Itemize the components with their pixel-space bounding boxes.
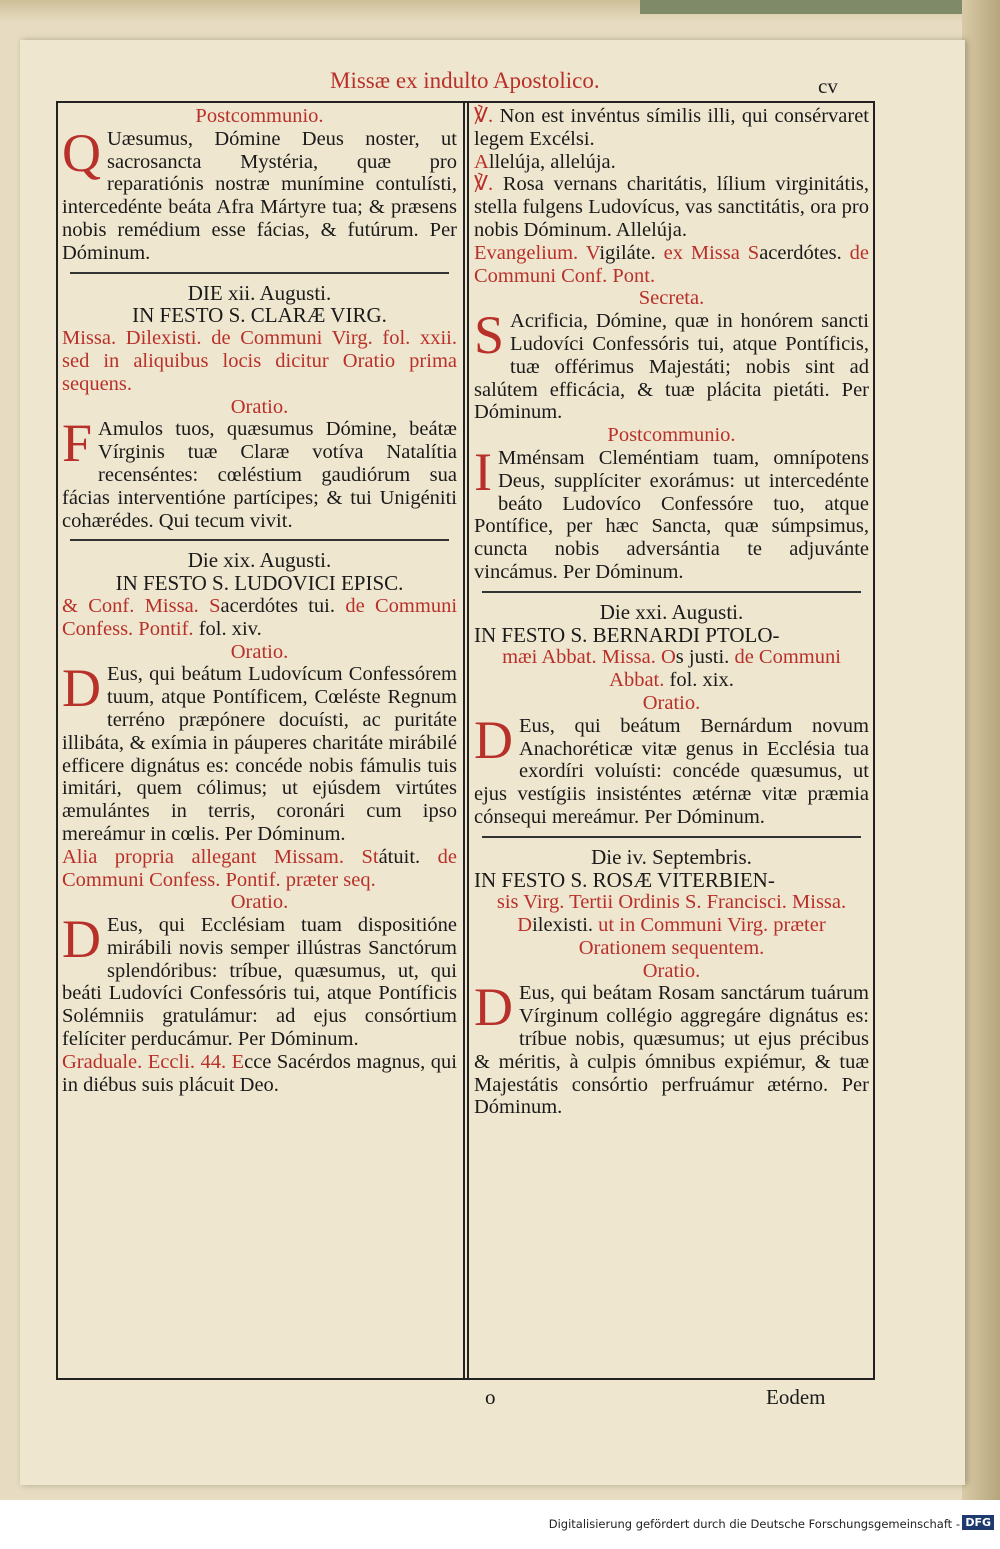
rubric-red: sis Virg. Tertii Ordinis S. Francisci. Missa. D [496,891,847,937]
rubric-red: de Communi Abbat. [609,646,841,692]
drop-initial: D [62,658,101,719]
running-title: Missæ ex indulto Apostolico. [330,68,600,93]
versicle-mark: ℣. [474,173,494,196]
rubric-red: St [361,845,379,868]
prayer-body: Eus, qui beátam Rosam sanctárum tuárum Vírginum collégio aggregáre dignátus es: tríbue nobis, quæsumus; ut ejus précibus & méritis, à culpis ómnibus expiémur, & tuæ Majestátis consórtio perfruámur ætérno. Per Dóminum. [474,982,869,1119]
binding-strip [640,0,980,14]
drop-initial: I [474,441,492,502]
graduale-text: cce Sacérdos magnus, qui in diébus suis plácuit Deo. [62,1050,457,1096]
column-divider-right [467,101,469,1380]
mass-rubric: Missa. Dilexisti. de Communi Virg. fol. xxii. sed in aliquibus locis dicitur Oratio prima sequens. [62,327,457,395]
prayer-body: Acrificia, Dómine, quæ in honórem sancti Ludovíci Confessóris tui, atque Pontíficis, tuæ offérimus Majestáti; nobis sint ad salútem efficácia, & tuæ plácita pietáti. Per Dóminum. [474,310,869,424]
rubric-black: ilexisti. [532,914,594,937]
rubric-black: igiláte. [599,241,656,264]
graduale [62,1051,457,1097]
digitization-footer [0,1500,1000,1549]
feast-title: IN FESTO S. BERNARDI PTOLO- [474,622,780,647]
section-separator [482,836,861,838]
rubric-red: de Communi Confess. Pontif. [62,594,458,640]
mass-rubric [474,646,869,692]
right-column [474,105,869,1119]
postcommunio-text [62,122,457,265]
rubric-red: de Communi Confess. Pontif. præter seq. [62,845,458,891]
page-fore-edge [962,0,1000,1500]
frame-rule-top [58,101,874,103]
rubric-red: Alia propria allegant Missam. [62,845,344,868]
rubric-red: mæi Abbat. Missa. O [502,646,676,669]
alleluia [474,151,869,174]
left-column [62,105,457,1096]
drop-initial: D [474,977,513,1038]
feast-date: Die xix. Augusti. [187,548,332,573]
prayer-body: Eus, qui beátum Bernárdum novum Anachoréticæ vitæ genus in Ecclésia tua exordíri voluísti: concéde quæsumus, ut ejus vestígiis insisténtes ætérnæ vitæ præmia cónsequi mereámur. Per Dóminum. [474,714,869,828]
oratio-heading: Oratio. [642,959,701,982]
prayer-body: Uæsumus, Dómine Deus noster, ut sacrosancta Mystéria, quæ pro reparatiónis nostræ munímine contulísti, intercedénte beáta Afra Mártyre tua; & præsens nobis remédium esse fácias, & futúrum. Per Dóminum. [62,127,457,264]
rubric-black: fol. xiv. [198,617,262,640]
oratio-text [474,977,869,1119]
feast-title: IN FESTO S. ROSÆ VITERBIEN- [474,867,775,892]
mass-rubric [474,891,869,959]
rubric-black: átuit. [378,845,421,868]
section-separator [70,539,449,541]
red-initial: A [474,150,489,173]
oratio-text [62,909,457,1051]
drop-initial: S [474,305,505,366]
postcommunio-text [474,441,869,584]
feast-title: IN FESTO S. CLARÆ VIRG. [132,303,387,328]
prayer-body: Mménsam Cleméntiam tuam, omnípotens Deus, supplíciter exorámus: ut intercedénte beáto Ludovíco Confessóre tuo, atque Pontífice, per hæc Sancta, quæ súmpsimus, cuncta nobis adversántia te adjuvánte vincámus. Per Dóminum. [474,446,869,583]
versicle-text: Non est invéntus símilis illi, qui consérvaret legem Excélsi. [474,105,869,150]
column-divider-left [463,101,465,1380]
feast-date: Die xxi. Augusti. [599,599,744,624]
feast-date: DIE xii. Augusti. [187,280,332,305]
frame-rule-bottom [58,1378,874,1380]
alia-rubric [62,846,457,892]
rubric-red: Evangelium. [474,241,579,264]
postcommunio-heading: Postcommunio. [607,424,736,447]
feast-title: IN FESTO S. LUDOVICI EPISC. [115,571,404,596]
rubric-red: V [585,241,600,264]
rubric-red: de Communi Conf. Pont. [474,241,869,287]
frame-rule-right [873,101,875,1380]
secreta-text [474,305,869,424]
oratio-heading: Oratio. [230,891,289,914]
mass-rubric [62,595,457,641]
dfg-logo: DFG [962,1515,994,1530]
versicle-text: Rosa vernans charitátis, lílium virginitátis, stella fulgens Ludovícus, vas sanctitátis, ora pro nobis Dóminum. Allelúja. [474,173,869,241]
rubric-black: fol. xix. [669,669,734,692]
rubric-red: ex Missa [663,241,740,264]
drop-initial: D [474,709,513,770]
drop-initial: F [62,413,93,474]
frame-rule-left [56,101,58,1380]
prayer-body: Eus, qui Ecclésiam tuam dispositióne mirábili novis semper illústras Sanctórum splendóribus: tríbue, quæsumus, ut, qui beáti Ludovíci Confessóris tui, atque Pontíficis Solémniis gratulámur: ad ejus consórtium felíciter perducámur. Per Dóminum. [62,914,457,1051]
oratio-heading: Oratio. [230,640,289,663]
running-header [0,68,1000,102]
signature-mark: o [485,1385,496,1409]
drop-initial: D [62,909,101,970]
rubric-red: ut in Communi Virg. præter Orationem sequentem. [578,914,826,959]
rubric-red: & Conf. Missa. S [62,594,221,617]
oratio-text [474,709,869,829]
feast-date: Die iv. Septembris. [591,844,752,869]
alleluia-text: llelúja, allelúja. [488,150,616,173]
versicle [474,105,869,151]
evangelium-rubric [474,242,869,288]
oratio-text [62,413,457,532]
drop-initial: Q [62,122,101,183]
oratio-heading: Oratio. [230,395,289,418]
rubric-black: acerdótes. [759,241,842,264]
versicle [474,173,869,241]
section-separator [482,591,861,593]
versicle-mark: ℣. [474,105,494,127]
rubric-red: Graduale. Eccli. 44. E [62,1050,245,1073]
rubric-black: acerdótes tui. [220,594,336,617]
prayer-body: Amulos tuos, quæsumus Dómine, beátæ Vírginis tuæ Claræ votíva Natalítia recenséntes: cœléstium gaudiórum sua fácias interventióne partícipes; & tui Unigéniti cohærédes. Qui tecum vivit. [62,418,457,532]
rubric-black: s justi. [675,646,730,669]
oratio-text [62,658,457,845]
secreta-heading: Secreta. [638,287,705,310]
folio-number: cv [818,74,838,98]
rubric-red: S [747,241,760,264]
prayer-body: Eus, qui beátum Ludovícum Confessórem tuum, atque Pontíficem, Cœléste Regnum terréno præpónere docuísti, ac puritáte illibáta, & exímia in páuperes charitáte mirábilé efficere dignátus es: concéde nobis fámulis tuis imitári, quem cólimus; ut ejúsdem virtútes æmulántes in terris, coronári cum ipso mereámur in cœlis. Per Dóminum. [62,663,457,845]
oratio-heading: Oratio. [642,691,701,714]
footer-credit: Digitalisierung gefördert durch die Deutsche Forschungsgemeinschaft - [548,1517,960,1531]
postcommunio-heading: Postcommunio. [195,105,324,127]
section-separator [70,272,449,274]
catchword: Eodem [766,1385,826,1409]
